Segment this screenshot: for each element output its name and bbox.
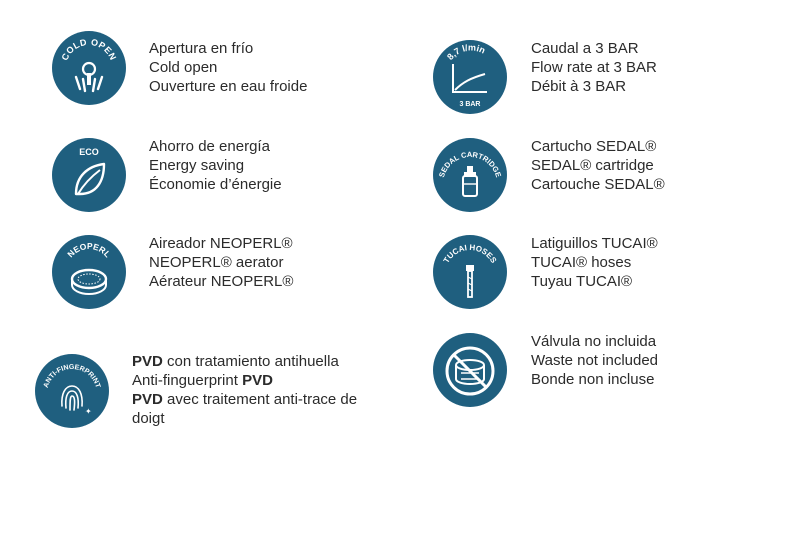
waste-not-included-icon: [433, 333, 507, 407]
cold-open-en: Cold open: [149, 59, 218, 76]
svg-text:NEOPERL: NEOPERL: [65, 240, 113, 260]
svg-text:8,7 l/min: 8,7 l/min: [445, 42, 487, 62]
waste-fr: Bonde non incluse: [531, 371, 655, 388]
sedal-cartridge-icon: [433, 138, 507, 212]
svg-text:3 BAR: 3 BAR: [459, 101, 481, 108]
waste-en: Waste not included: [531, 352, 659, 369]
anti-fingerprint-en: Anti-finguerprint PVD: [132, 372, 273, 389]
anti-fingerprint-icon: [35, 354, 109, 428]
neoperl-aerator-icon: [52, 235, 126, 309]
neoperl-es: Aireador NEOPERL®: [149, 235, 293, 252]
svg-text:✦: ✦: [85, 407, 92, 416]
neoperl-fr: Aérateur NEOPERL®: [149, 273, 294, 290]
waste-es: Válvula no incluida: [531, 333, 657, 350]
sedal-en: SEDAL® cartridge: [531, 157, 654, 174]
neoperl-en: NEOPERL® aerator: [149, 254, 284, 271]
anti-fingerprint-fr: PVD avec traitement anti-trace de doigt: [132, 391, 358, 427]
tucai-fr: Tuyau TUCAI®: [531, 273, 633, 290]
eco-fr: Économie d’énergie: [149, 176, 282, 193]
cold-open-fr: Ouverture en eau froide: [149, 78, 308, 95]
tucai-es: Latiguillos TUCAI®: [531, 235, 658, 252]
svg-text:ECO: ECO: [79, 147, 99, 157]
flow-rate-fr: Débit à 3 BAR: [531, 78, 627, 95]
svg-text:COLD OPEN: COLD OPEN: [59, 36, 119, 62]
eco-en: Energy saving: [149, 157, 245, 174]
eco-es: Ahorro de energía: [149, 138, 270, 155]
cold-open-es: Apertura en frío: [149, 40, 254, 57]
sedal-es: Cartucho SEDAL®: [531, 138, 657, 155]
cold-open-icon: [52, 31, 126, 105]
svg-text:TUCAI HOSES: TUCAI HOSES: [441, 242, 499, 265]
anti-fingerprint-es: PVD con tratamiento antihuella: [132, 353, 339, 370]
tucai-en: TUCAI® hoses: [531, 254, 632, 271]
svg-text:ANTI-FINGERPRINT: ANTI-FINGERPRINT: [42, 363, 102, 389]
flow-rate-es: Caudal a 3 BAR: [531, 40, 639, 57]
flow-rate-en: Flow rate at 3 BAR: [531, 59, 657, 76]
svg-text:SEDAL CARTRIDGE: SEDAL CARTRIDGE: [436, 149, 504, 179]
sedal-fr: Cartouche SEDAL®: [531, 176, 665, 193]
tucai-hoses-icon: [433, 235, 507, 309]
eco-leaf-icon: [52, 138, 126, 212]
flow-rate-icon: [433, 40, 507, 114]
